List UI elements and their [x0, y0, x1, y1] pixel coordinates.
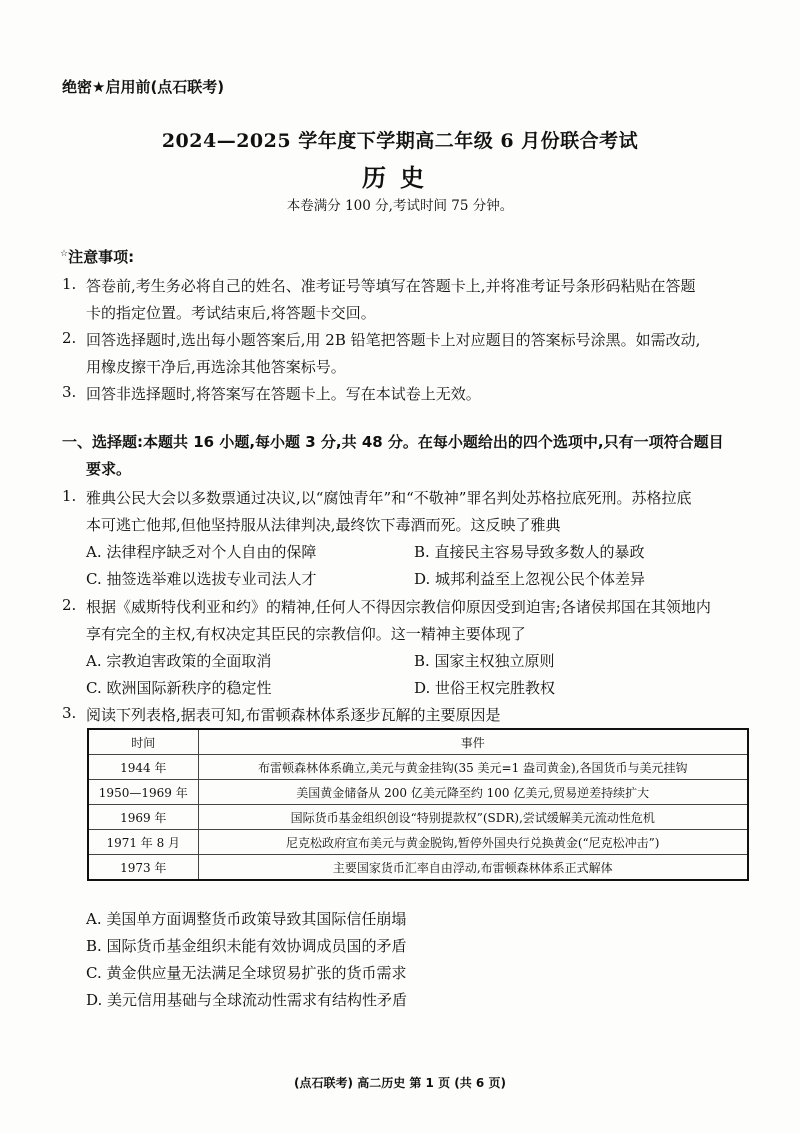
question-number: 1. — [62, 487, 77, 505]
option-d: D. 世俗王权完胜教权 — [414, 679, 556, 697]
note-line: 用橡皮擦干净后,再选涂其他答案标号。 — [86, 358, 346, 376]
option-a: A. 宗教迫害政策的全面取消 — [86, 652, 272, 670]
table-cell-time: 1944 年 — [88, 755, 198, 780]
option-b: B. 国家主权独立原则 — [414, 652, 555, 670]
note-line: 答卷前,考生务必将自己的姓名、准考证号等填写在答题卡上,并将准考证号条形码粘贴在答题 — [86, 277, 696, 295]
table-cell-event: 布雷顿森林体系确立,美元与黄金挂钩(35 美元=1 盎司黄金),各国货币与美元挂钩 — [198, 755, 748, 780]
notes-heading: ☆注意事项: — [60, 248, 135, 266]
option-a: A. 美国单方面调整货币政策导致其国际信任崩塌 — [86, 910, 407, 928]
note-number: 3. — [62, 383, 77, 401]
question-line: 本可逃亡他邦,但他坚持服从法律判决,最终饮下毒酒而死。这反映了雅典 — [86, 516, 561, 534]
table-cell-time: 1950—1969 年 — [88, 780, 198, 805]
option-c: C. 欧洲国际新秩序的稳定性 — [86, 679, 272, 697]
section-heading: 一、选择题:本题共 16 小题,每小题 3 分,共 48 分。在每小题给出的四个选项中,只有一项符合题目 — [62, 433, 724, 451]
table-row — [88, 855, 748, 881]
table-cell-time: 1971 年 8 月 — [88, 830, 198, 855]
note-line: 回答选择题时,选出每小题答案后,用 2B 铅笔把答题卡上对应题目的答案标号涂黑。如需改动, — [86, 331, 701, 349]
note-line: 卡的指定位置。考试结束后,将答题卡交回。 — [86, 304, 376, 322]
page-footer: (点石联考) 高二历史 第 1 页 (共 6 页) — [294, 1076, 506, 1090]
table-cell-event: 美国黄金储备从 200 亿美元降至约 100 亿美元,贸易逆差持续扩大 — [198, 780, 748, 805]
table-cell-time: 1973 年 — [88, 855, 198, 881]
table-header-row — [88, 729, 748, 755]
question-line: 享有完全的主权,有权决定其臣民的宗教信仰。这一精神主要体现了 — [86, 625, 526, 643]
secret-mark: 绝密★启用前(点石联考) — [62, 78, 225, 96]
star-icon: ☆ — [60, 249, 69, 259]
question-number: 2. — [62, 596, 77, 614]
section-heading-cont: 要求。 — [86, 460, 132, 478]
question-number: 3. — [62, 704, 77, 722]
option-a: A. 法律程序缺乏对个人自由的保障 — [86, 543, 317, 561]
table-header-time: 时间 — [88, 729, 198, 755]
option-b: B. 国际货币基金组织未能有效协调成员国的矛盾 — [86, 937, 407, 955]
table-row — [88, 755, 748, 780]
table-header-event: 事件 — [198, 729, 748, 755]
option-b: B. 直接民主容易导致多数人的暴政 — [414, 543, 645, 561]
option-c: C. 抽签选举难以选拔专业司法人才 — [86, 570, 317, 588]
question-line: 阅读下列表格,据表可知,布雷顿森林体系逐步瓦解的主要原因是 — [86, 706, 501, 724]
table-cell-time: 1969 年 — [88, 805, 198, 830]
option-d: D. 城邦利益至上忽视公民个体差异 — [414, 570, 646, 588]
events-table — [87, 728, 749, 881]
note-line: 回答非选择题时,将答案写在答题卡上。写在本试卷上无效。 — [86, 385, 481, 403]
table-row — [88, 780, 748, 805]
table-row — [88, 830, 748, 855]
table-cell-event: 主要国家货币汇率自由浮动,布雷顿森林体系正式解体 — [198, 855, 748, 881]
table-cell-event: 国际货币基金组织创设“特别提款权”(SDR),尝试缓解美元流动性危机 — [198, 805, 748, 830]
note-number: 1. — [62, 275, 77, 293]
note-number: 2. — [62, 329, 77, 347]
option-d: D. 美元信用基础与全球流动性需求有结构性矛盾 — [86, 991, 408, 1009]
exam-title: 2024—2025 学年度下学期高二年级 6 月份联合考试 — [161, 130, 639, 152]
table-row — [88, 805, 748, 830]
exam-info: 本卷满分 100 分,考试时间 75 分钟。 — [286, 198, 514, 214]
question-line: 根据《威斯特伐利亚和约》的精神,任何人不得因宗教信仰原因受到迫害;各诸侯邦国在其领地内 — [86, 598, 711, 616]
table-cell-event: 尼克松政府宣布美元与黄金脱钩,暂停外国央行兑换黄金(“尼克松冲击”) — [198, 830, 748, 855]
question-line: 雅典公民大会以多数票通过决议,以“腐蚀青年”和“不敬神”罪名判处苏格拉底死刑。苏格拉底 — [86, 489, 692, 507]
option-c: C. 黄金供应量无法满足全球贸易扩张的货币需求 — [86, 964, 407, 982]
subject-title: 历史 — [362, 163, 438, 192]
